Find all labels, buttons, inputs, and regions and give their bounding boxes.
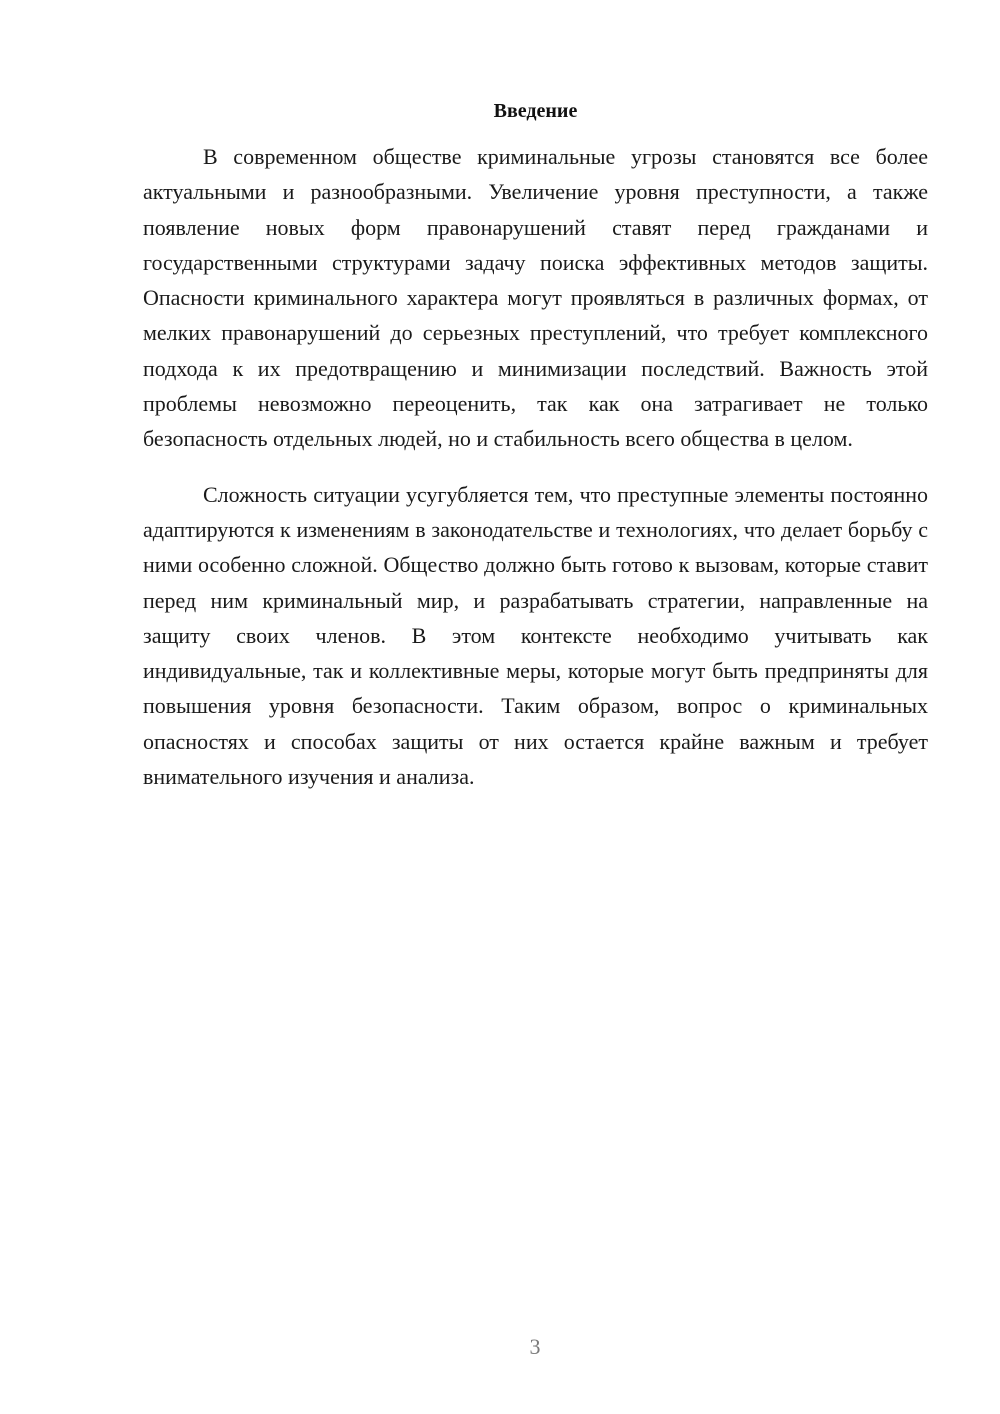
page-content	[143, 96, 928, 794]
page-number: 3	[529, 1334, 541, 1359]
paragraph-spacer	[143, 457, 928, 477]
paragraph-1: В современном обществе криминальные угрозы становятся все более актуальными и разнообразными. Увеличение уровня преступности, а также появление новых форм правонарушений ставят перед гражданами и государственными структурами задачу поиска эффективных методов защиты. Опасности криминального характера могут проявляться в различных формах, от мелких правонарушений до серьезных преступлений, что требует комплексного подхода к их предотвращению и минимизации последствий. Важность этой проблемы невозможно переоценить, так как она затрагивает не только безопасность отдельных людей, но и стабильность всего общества в целом.	[143, 144, 928, 452]
page-title: Введение	[493, 100, 578, 122]
paragraph-2: Сложность ситуации усугубляется тем, что преступные элементы постоянно адаптируются к изменениям в законодательстве и технологиях, что делает борьбу с ними особенно сложной. Общество должно быть готово к вызовам, которые ставит перед ним криминальный мир, и разрабатывать стратегии, направленные на защиту своих членов. В этом контексте необходимо учитывать как индивидуальные, так и коллективные меры, которые могут быть предприняты для повышения уровня безопасности. Таким образом, вопрос о криминальных опасностях и способах защиты от них остается крайне важным и требует внимательного изучения и анализа.	[143, 481, 928, 790]
